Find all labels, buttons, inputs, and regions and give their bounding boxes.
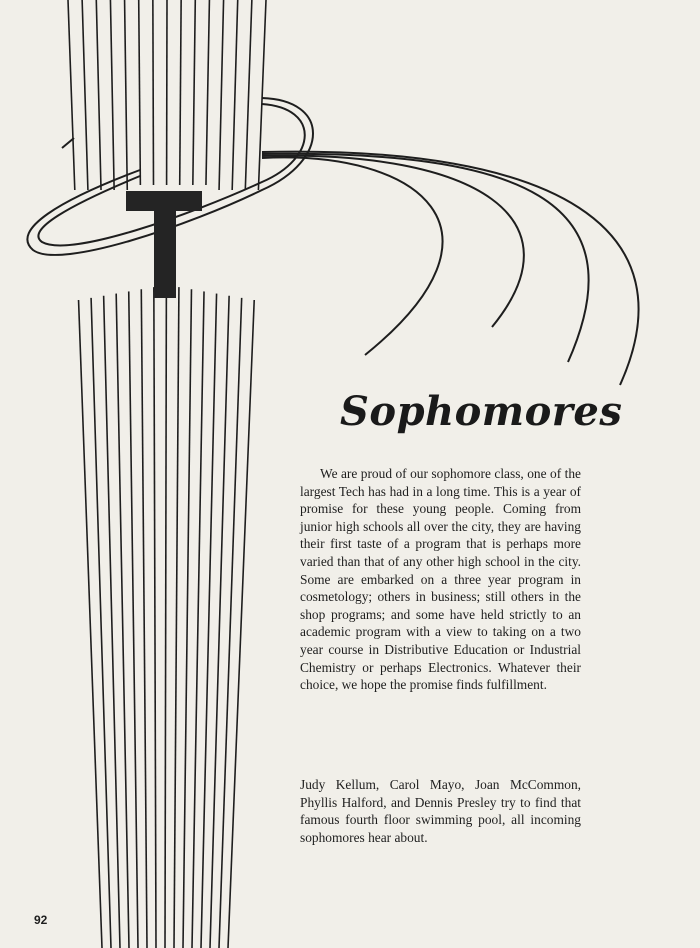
body-paragraph: We are proud of our sophomore class, one of the largest Tech has had in a long time. This is a year of promise for these young people. Coming from junior high schools all over the city, they are having their first taste of a program that is perhaps more varied than that of any other high school in the city. Some are embarked on a three year program in cosmetology; others in business; still others in the shop programs; and some have held strictly to an academic program with a view to taking on a two year course in Distributive Education or Industrial Chemistry or perhaps Electronics. Whatever their choice, we hope the promise finds fulfillment. [300, 466, 581, 693]
page-title: Sophomores [340, 388, 623, 435]
tower-stripes [68, 0, 266, 948]
page-number: 92 [34, 913, 48, 927]
photo-caption: Judy Kellum, Carol Mayo, Joan McCommon, Phyllis Halford, and Dennis Presley try to find that famous fourth floor swimming pool, all incoming sophomores hear about. [300, 777, 581, 845]
t-emblem [126, 191, 202, 298]
swoosh-arcs [262, 152, 639, 385]
